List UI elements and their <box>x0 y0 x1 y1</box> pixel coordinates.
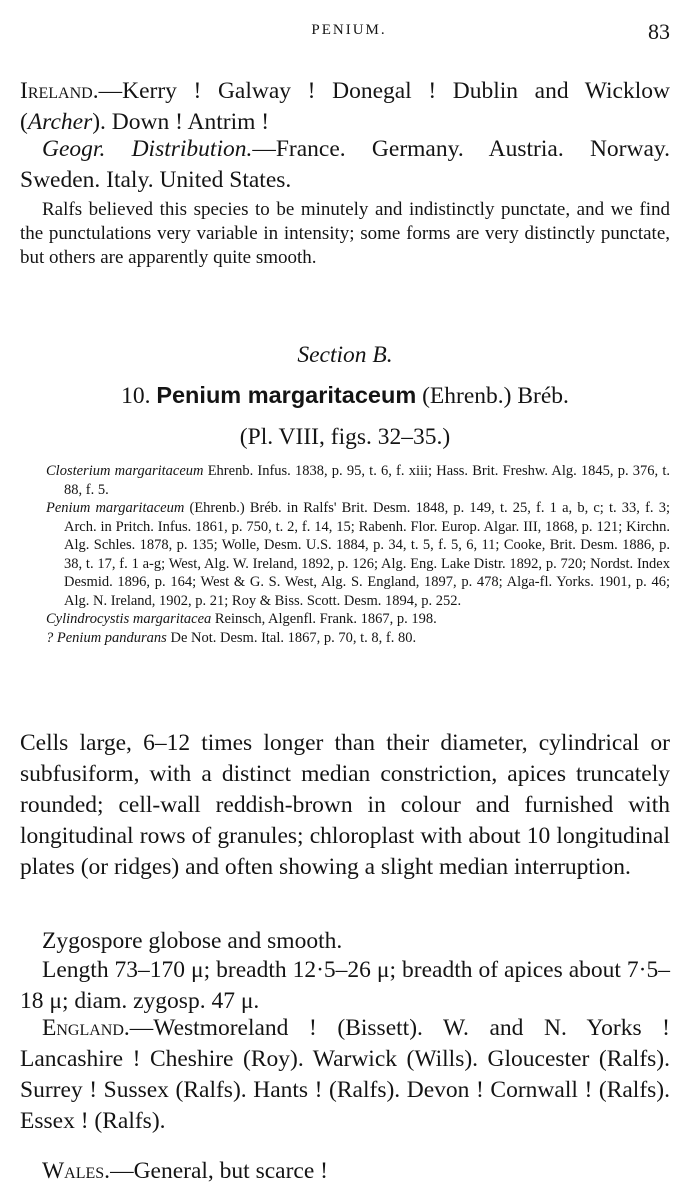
geogr-label: Geogr. Distribution. <box>42 136 253 162</box>
synonym-entry <box>20 629 670 648</box>
wales-distribution <box>20 1156 670 1187</box>
geographic-distribution <box>20 134 670 196</box>
england-label: England. <box>42 1015 130 1041</box>
ireland-collector: Archer <box>27 109 93 135</box>
synonym-text: (Ehrenb.) Bréb. in Ralfs' Brit. Desm. 1848, p. 149, t. 25, f. 1 a, b, c; t. 33, f. 3; Arch. in Pritch. Infus. 1861, p. 750, t. 2, f. 14, 15; Rabenh. Flor. Europ. Algar. III, 1868, p. 121; Kirchn. Alg. Schles. 1878, p. 135; Wolle, Desm. U.S. 1884, p. 34, t. 5, f. 5, 6, 11; Cooke, Brit. Desm. 1886, p. 38, t. 17, f. 1 a-g; West, Alg. W. Ireland, 1892, p. 126; Alg. Eng. Lake Distr. 1892, p. 720; Nordst. Index Desmid. 1896, p. 164; West & G. S. West, Alg. S. England, 1897, p. 478; Alga-fl. Yorks. 1901, p. 46; Alg. N. Ireland, 1902, p. 21; Roy & Biss. Scott. Desm. 1894, p. 252. <box>64 500 670 609</box>
geogr-text: —France. Germany. Austria. Norway. Sweden. Italy. United States. <box>20 136 671 193</box>
synonym-text: De Not. Desm. Ital. 1867, p. 70, t. 8, f. 80. <box>170 629 417 646</box>
ireland-text-2: ). Down ! Antrim ! <box>92 109 270 135</box>
synonym-name: Closterium margaritaceum <box>46 463 204 479</box>
synonym-text: Ehrenb. Infus. 1838, p. 95, t. 6, f. xiii; Hass. Brit. Freshw. Alg. 1845, p. 376, t. 88, f. 5. <box>64 463 671 498</box>
wales-label: Wales. <box>42 1158 111 1184</box>
synonym-name: Penium margaritaceum <box>46 500 185 516</box>
synonymy <box>20 462 670 647</box>
synonym-name: ? Penium pandurans <box>46 629 167 646</box>
ireland-distribution <box>20 76 670 138</box>
ireland-text-1: —Kerry ! Galway ! Donegal ! Dublin and Wicklow ( <box>20 78 670 135</box>
synonym-entry <box>20 610 670 629</box>
species-name: Penium margaritaceum <box>156 382 417 408</box>
synonym-entry <box>20 499 670 610</box>
wales-text: —General, but scarce ! <box>110 1158 328 1184</box>
running-header <box>0 19 698 46</box>
england-text: —Westmoreland ! (Bissett). W. and N. Yorks ! Lancashire ! Cheshire (Roy). Warwick (Wills). Gloucester (Ralfs). Surrey ! Sussex (Ralfs). Hants ! (Ralfs). Devon ! Cornwall ! (Ralfs). Essex ! (Ralfs). <box>20 1015 670 1134</box>
section-heading: Section B. <box>297 342 393 368</box>
dimensions: Length 73–170 μ; breadth 12·5–26 μ; breadth of apices about 7·5–18 μ; diam. zygosp. 47 μ. <box>20 957 670 1014</box>
synonym-text: Reinsch, Algenfl. Frank. 1867, p. 198. <box>214 611 437 627</box>
synonym-name: Cylindrocystis margaritacea <box>46 611 212 627</box>
running-title: PENIUM. <box>311 22 387 38</box>
species-number: 10. <box>121 383 151 409</box>
zygospore-description: Zygospore globose and smooth. <box>42 928 343 954</box>
synonym-entry <box>20 462 670 499</box>
ralfs-remark: Ralfs believed this species to be minutely and indistinctly punctate, and we find the punctulations very variable in intensity; some forms are very distinctly punctate, but others are apparently quite smooth. <box>20 199 670 268</box>
ireland-label: Ireland. <box>20 78 99 104</box>
page-number: 83 <box>648 19 670 44</box>
plate-reference: (Pl. VIII, figs. 32–35.) <box>239 424 451 450</box>
species-authority: (Ehrenb.) Bréb. <box>422 383 569 409</box>
england-distribution <box>20 1013 670 1137</box>
cell-description: Cells large, 6–12 times longer than their diameter, cylindrical or subfusiform, with a distinct median constriction, apices truncately rounded; cell-wall reddish-brown in colour and furnished with longitudinal rows of granules; chloroplast with about 10 longitudinal plates (or ridges) and often showing a slight median interruption. <box>20 730 670 880</box>
species-heading <box>20 380 670 412</box>
